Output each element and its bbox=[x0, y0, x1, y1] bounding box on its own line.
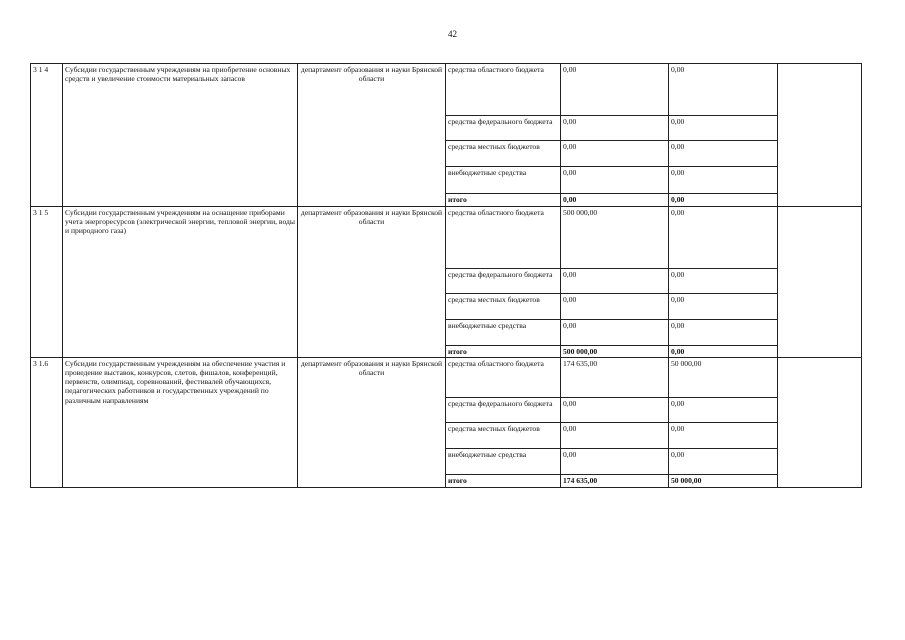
value-cell: 50 000,00 bbox=[669, 358, 778, 398]
total-value: 0,00 bbox=[561, 194, 669, 207]
item-title: Субсидии государственным учреждениям на оснащение приборами учета энергоресурсов (электрической энергии, тепловой энергии, воды и природного газа) bbox=[63, 207, 298, 358]
budget-table bbox=[30, 63, 862, 488]
source-label: средства федерального бюджета bbox=[446, 269, 561, 294]
source-label: внебюджетные средства bbox=[446, 167, 561, 194]
value-cell: 0,00 bbox=[669, 207, 778, 269]
source-label: средства местных бюджетов bbox=[446, 423, 561, 449]
table-row bbox=[31, 64, 862, 116]
value-cell: 0,00 bbox=[561, 449, 669, 475]
value-cell: 0,00 bbox=[561, 294, 669, 320]
value-cell: 0,00 bbox=[561, 167, 669, 194]
item-number: 3 1 4 bbox=[31, 64, 63, 207]
total-label: итого bbox=[446, 475, 561, 488]
item-title: Субсидии государственным учреждениям на приобретение основных средств и увеличение стоимости материальных запасов bbox=[63, 64, 298, 207]
item-number: 3 1 5 bbox=[31, 207, 63, 358]
source-label: средства областного бюджета bbox=[446, 358, 561, 398]
value-cell: 0,00 bbox=[669, 116, 778, 141]
table-row bbox=[31, 207, 862, 269]
item-title: Субсидии государственным учреждениям на обеспечение участия и проведение выставок, конкурсов, слетов, фишалов, конференций, первенств, олимпиад, соревнований, фестивалей обучающихся, педагогических работников и государственных учреждений по различным направлениям bbox=[63, 358, 298, 488]
total-value: 0,00 bbox=[669, 194, 778, 207]
empty-cell bbox=[778, 358, 862, 488]
total-value: 50 000,00 bbox=[669, 475, 778, 488]
item-department: департамент образования и науки Брянской области bbox=[298, 64, 446, 207]
value-cell: 0,00 bbox=[561, 116, 669, 141]
source-label: средства местных бюджетов bbox=[446, 294, 561, 320]
source-label: внебюджетные средства bbox=[446, 320, 561, 346]
page-number: 42 bbox=[448, 29, 457, 39]
total-value: 174 635,00 bbox=[561, 475, 669, 488]
value-cell: 0,00 bbox=[561, 320, 669, 346]
source-label: средства областного бюджета bbox=[446, 64, 561, 116]
empty-cell bbox=[778, 207, 862, 358]
value-cell: 0,00 bbox=[561, 64, 669, 116]
value-cell: 0,00 bbox=[561, 269, 669, 294]
value-cell: 0,00 bbox=[669, 167, 778, 194]
value-cell: 0,00 bbox=[669, 269, 778, 294]
source-label: средства федерального бюджета bbox=[446, 398, 561, 423]
item-department: департамент образования и науки Брянской области bbox=[298, 207, 446, 358]
value-cell: 0,00 bbox=[669, 449, 778, 475]
value-cell: 0,00 bbox=[669, 294, 778, 320]
source-label: средства местных бюджетов bbox=[446, 141, 561, 167]
value-cell: 0,00 bbox=[669, 423, 778, 449]
item-number: 3 1.6 bbox=[31, 358, 63, 488]
value-cell: 174 635,00 bbox=[561, 358, 669, 398]
total-label: итого bbox=[446, 346, 561, 358]
value-cell: 0,00 bbox=[669, 398, 778, 423]
source-label: средства федерального бюджета bbox=[446, 116, 561, 141]
source-label: внебюджетные средства bbox=[446, 449, 561, 475]
value-cell: 0,00 bbox=[669, 141, 778, 167]
empty-cell bbox=[778, 64, 862, 207]
source-label: средства областного бюджета bbox=[446, 207, 561, 269]
value-cell: 0,00 bbox=[561, 398, 669, 423]
total-value: 500 000,00 bbox=[561, 346, 669, 358]
item-department: департамент образования и науки Брянской области bbox=[298, 358, 446, 488]
value-cell: 0,00 bbox=[669, 64, 778, 116]
table-row bbox=[31, 358, 862, 398]
value-cell: 500 000,00 bbox=[561, 207, 669, 269]
value-cell: 0,00 bbox=[561, 141, 669, 167]
value-cell: 0,00 bbox=[669, 320, 778, 346]
total-value: 0,00 bbox=[669, 346, 778, 358]
value-cell: 0,00 bbox=[561, 423, 669, 449]
total-label: итого bbox=[446, 194, 561, 207]
